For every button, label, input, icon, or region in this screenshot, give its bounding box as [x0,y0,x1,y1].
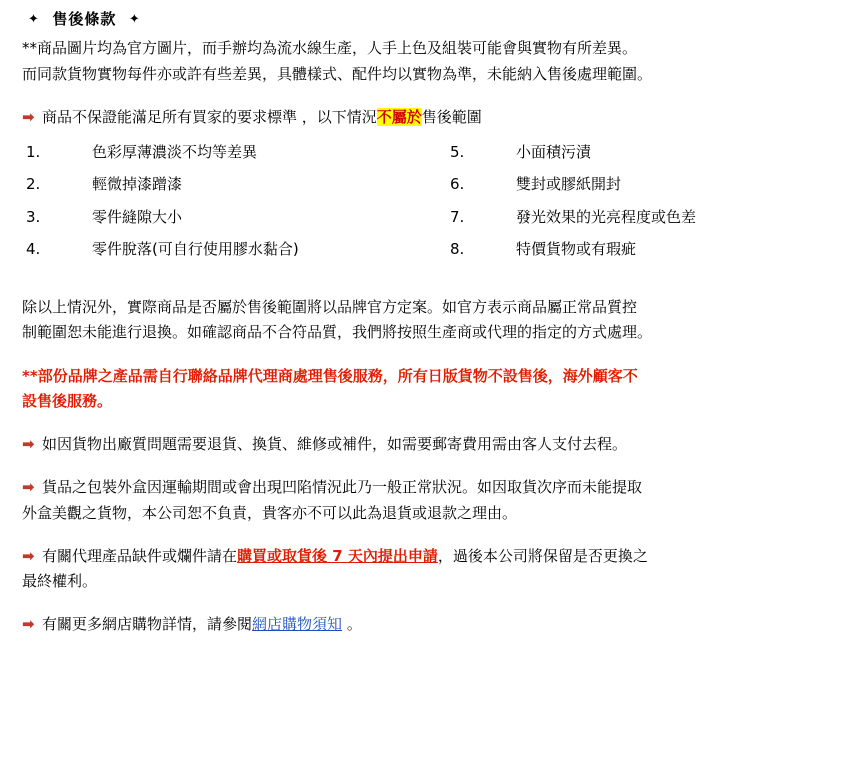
arrow-icon: ➡ [22,615,35,634]
list-item-label: 特價貨物或有瑕疵 [516,239,637,258]
note-packaging-line-1 [22,476,850,499]
list-item [26,206,436,229]
footer-after: 。 [346,615,362,634]
note-packaging-text-1: 貨品之包裝外盒因運輸期間或會出現凹陷情況此乃一般正常狀況。如因取貨次序而未能提取 [42,478,643,497]
list-item [450,238,850,261]
footer-before: 有關更多網店購物詳情，請參閱 [42,615,253,634]
claim-line-1 [22,545,850,568]
list-item-label: 零件縫隙大小 [92,207,183,226]
arrow-icon: ➡ [22,107,35,126]
shopping-guide-link[interactable]: 網店購物須知 [252,615,343,634]
list-item-label: 輕微掉漆蹭漆 [92,175,183,194]
diamond-icon-right: ✦ [128,12,141,27]
list-item-label: 發光效果的光亮程度或色差 [516,207,697,226]
warning-paragraph [22,365,850,414]
policy-line-1: 除以上情況外，實際商品是否屬於售後範圍將以品牌官方定案。如官方表示商品屬正常品質控 [22,298,638,316]
policy-line-2: 制範圍恕未能進行退換。如確認商品不合符品質，我們將按照生產商或代理的指定的方式處理。 [22,323,653,342]
intro-line-2: 而同款貨物實物每件亦或許有些差異，具體樣式、配件均以實物為準，未能納入售後處理範圍。 [22,64,653,83]
warning-line-1: **部份品牌之產品需自行聯絡品牌代理商處理售後服務，所有日版貨物不設售後，海外顧客不 [22,366,638,385]
notice-before: 商品不保證能滿足所有買家的要求標準 ，以下情況 [42,107,377,126]
list-item-number: 1. [26,143,41,161]
note-packaging [22,476,850,525]
list-item-number: 3. [26,207,41,226]
arrow-icon: ➡ [22,435,35,453]
list-item [26,173,436,196]
claim-before: 有關代理產品缺件或爛件請在 [42,546,238,565]
list-item [26,238,436,261]
diamond-icon-left: ✦ [28,12,40,27]
notice-after: 售後範圍 [421,107,482,126]
warning-line-2: 設售後服務。 [22,391,113,410]
list-item [450,173,850,196]
list-item-number: 2. [26,175,41,194]
list-item-number: 4. [26,239,41,258]
list-item-number: 8. [450,239,465,258]
list-item-label: 色彩厚薄濃淡不均等差異 [92,143,258,161]
note-packaging-line-2: 外盒美觀之貨物，本公司恕不負責，貴客亦不可以此為退貨或退款之理由。 [22,503,518,522]
claim-paragraph [22,545,850,594]
intro-line-1: **商品圖片均為官方圖片，而手辦均為流水線生產，人手上色及組裝可能會與實物有所差異。 [22,39,638,58]
note-shipping-text: 如因貨物出廠質問題需要退貨、換貨、維修或補件，如需要郵寄費用需由客人支付去程。 [42,435,628,453]
list-item-number: 5. [450,143,465,161]
arrow-icon: ➡ [22,478,35,497]
exclusion-column-right [436,141,850,270]
list-item-label: 零件脫落(可自行使用膠水黏合) [92,239,299,258]
claim-emphasis: 購買或取貨後 7 天內提出申請 [237,546,438,565]
list-item [26,141,436,164]
exclusion-list [22,141,850,270]
notice-line [22,106,850,129]
list-item [450,141,850,164]
notice-highlight: 不屬於 [376,107,422,126]
list-item-label: 小面積污漬 [516,143,592,161]
list-item-number: 7. [450,207,465,226]
exclusion-column-left [22,141,436,270]
footer-line [22,613,850,636]
note-shipping [22,433,850,456]
claim-after: ，過後本公司將保留是否更換之 [437,546,648,565]
arrow-icon: ➡ [22,546,35,565]
list-item [450,206,850,229]
claim-line-2: 最終權利。 [22,572,98,590]
list-item-number: 6. [450,175,465,194]
page-title [28,8,850,31]
page-title-text: 售後條款 [52,10,117,28]
policy-paragraph [22,296,850,345]
list-item-label: 雙封或膠紙開封 [516,175,622,194]
intro-paragraph [22,37,850,86]
